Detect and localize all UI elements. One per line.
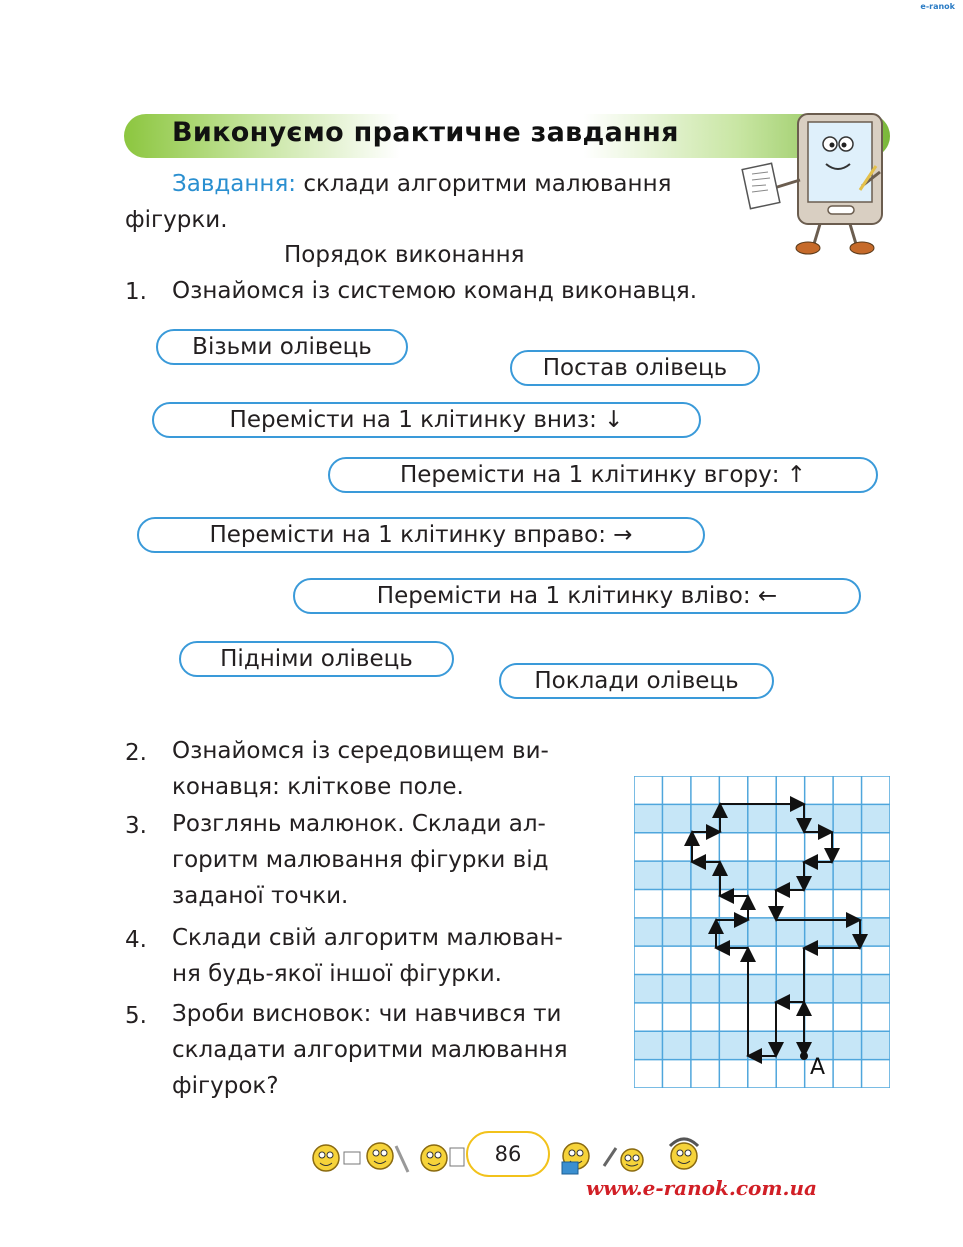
command-move-left: Перемісти на 1 клітинку вліво: ←: [293, 578, 861, 614]
command-move-right: Перемісти на 1 клітинку вправо: →: [137, 517, 705, 553]
step-3-line-3: заданої точки.: [172, 883, 349, 909]
command-move-down: Перемісти на 1 клітинку вниз: ↓: [152, 402, 701, 438]
task-text: склади алгоритми малювання: [296, 171, 672, 197]
step-5-line-1: Зроби висновок: чи навчився ти: [172, 1001, 562, 1027]
step-5-line-3: фігурок?: [172, 1073, 279, 1099]
grid-band: [634, 861, 890, 889]
step-number: 1.: [125, 279, 147, 305]
publisher-website: www.e-ranok.com.ua: [586, 1176, 817, 1200]
publisher-logo: e-ranok: [920, 2, 955, 11]
grid-band: [634, 918, 890, 946]
start-point: [800, 1052, 808, 1060]
step-2-line-1: Ознайомся із середовищем ви-: [172, 738, 549, 764]
step-3-line-1: Розглянь малюнок. Склади ал-: [172, 811, 546, 837]
grid-band: [634, 975, 890, 1003]
grid-band: [634, 804, 890, 832]
step-4-line-2: ня будь-якої іншої фігурки.: [172, 961, 502, 987]
section-title: Виконуємо практичне завдання: [172, 117, 679, 148]
tablet-mascot-illustration: [740, 108, 900, 260]
task-line-2: фігурки.: [125, 207, 228, 233]
command-put-pencil: Поклади олівець: [499, 663, 774, 699]
page-number: 86: [466, 1131, 550, 1177]
step-3-line-2: горитм малювання фігурки від: [172, 847, 549, 873]
step-4-line-1: Склади свій алгоритм малюван-: [172, 925, 563, 951]
cell-grid-figure: [634, 776, 890, 1088]
step-number: 2.: [125, 740, 147, 766]
command-take-pencil: Візьми олівець: [156, 329, 408, 365]
step-5-line-2: складати алгоритми малювання: [172, 1037, 568, 1063]
task-label: Завдання:: [172, 171, 297, 197]
smiley-mascots-right-illustration: [556, 1132, 706, 1182]
step-2-line-2: конавця: кліткове поле.: [172, 774, 464, 800]
order-heading: Порядок виконання: [284, 242, 525, 268]
command-move-up: Перемісти на 1 клітинку вгору: ↑: [328, 457, 878, 493]
smiley-mascots-left-illustration: [308, 1132, 468, 1182]
step-number: 5.: [125, 1003, 147, 1029]
step-number: 3.: [125, 813, 147, 839]
command-lift-pencil: Підніми олівець: [179, 641, 454, 677]
start-point-label: A: [810, 1055, 826, 1080]
task-line-1: [172, 166, 671, 202]
step-1-text: Ознайомся із системою команд виконавця.: [172, 278, 698, 304]
command-place-pencil: Постав олівець: [510, 350, 760, 386]
step-number: 4.: [125, 927, 147, 953]
